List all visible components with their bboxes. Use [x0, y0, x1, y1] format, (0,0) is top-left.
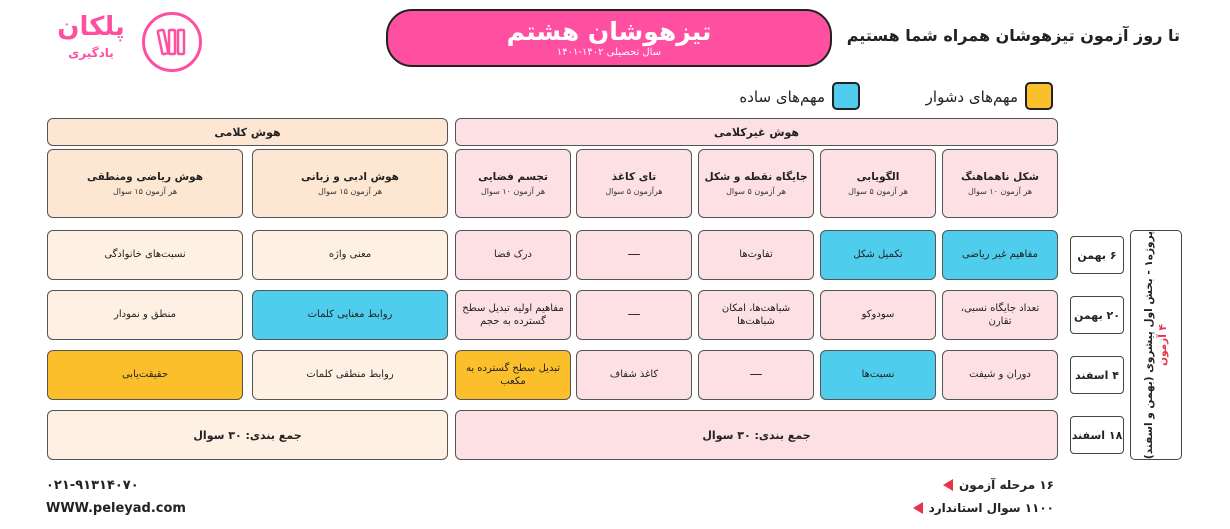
- grid-cell: روابط منطقی کلمات: [252, 350, 448, 400]
- grid-cell: نسبت‌ها: [820, 350, 936, 400]
- phone-number: ۰۲۱-۹۱۳۱۴۰۷۰: [46, 478, 139, 493]
- grid-cell: —: [576, 230, 692, 280]
- grid-cell: نسبت‌های خانوادگی: [47, 230, 243, 280]
- arrow-left-icon: [943, 479, 953, 491]
- grid-cell: درک فضا: [455, 230, 571, 280]
- category-header: تای کاغذ هرآزمون ۵ سوال: [576, 149, 692, 218]
- legend-easy-label: مهم‌های ساده: [739, 88, 825, 106]
- grid-cell: شباهت‌ها، امکان شباهت‌ها: [698, 290, 814, 340]
- grid-cell: —: [576, 290, 692, 340]
- questions-item: [913, 501, 1054, 515]
- category-header: جایگاه نقطه و شکل هر آزمون ۵ سوال: [698, 149, 814, 218]
- grid-cell: حقیقت‌یابی: [47, 350, 243, 400]
- side-count-label: ۴ آزمون: [1157, 324, 1169, 366]
- section-nonverbal: هوش غیرکلامی: [455, 118, 1058, 146]
- category-header: الگویابی هر آزمون ۵ سوال: [820, 149, 936, 218]
- questions-label: ۱۱۰۰ سوال استاندارد: [928, 501, 1054, 515]
- grid-cell: دوران و شیفت: [942, 350, 1058, 400]
- legend-hard-label: مهم‌های دشوار: [925, 88, 1018, 106]
- legend-easy-swatch: [832, 82, 860, 110]
- page-title: تیزهوشان هشتم: [506, 16, 712, 46]
- grid-cell: تفاوت‌ها: [698, 230, 814, 280]
- website-link[interactable]: WWW.peleyad.com: [46, 501, 186, 516]
- stages-item: [943, 478, 1054, 492]
- logo-name: پلکان: [57, 12, 125, 42]
- grid-cell: تعداد جایگاه نسبی، تقارن: [942, 290, 1058, 340]
- date-tag: ۶ بهمن: [1070, 236, 1124, 274]
- grid-cell: منطق و نمودار: [47, 290, 243, 340]
- total-nonverbal: جمع بندی: ۳۰ سوال: [455, 410, 1058, 460]
- grid-cell: روابط معنایی کلمات: [252, 290, 448, 340]
- grid-cell: تکمیل شکل: [820, 230, 936, 280]
- category-header: شکل ناهماهنگ هر آزمون ۱۰ سوال: [942, 149, 1058, 218]
- arrow-left-icon: [913, 502, 923, 514]
- category-header: هوش ادبی و زبانی هر آزمون ۱۵ سوال: [252, 149, 448, 218]
- stages-label: ۱۶ مرحله آزمون: [959, 478, 1054, 492]
- grid-cell: معنی واژه: [252, 230, 448, 280]
- date-tag: ۱۸ اسفند: [1070, 416, 1124, 454]
- logo-icon: [142, 12, 202, 72]
- grid-cell: سودوکو: [820, 290, 936, 340]
- grid-cell: تبدیل سطح گسترده به مکعب: [455, 350, 571, 400]
- logo-subtitle: یادگیری: [68, 46, 114, 60]
- books-icon: [152, 22, 192, 62]
- category-header: تجسم فضایی هر آزمون ۱۰ سوال: [455, 149, 571, 218]
- category-header: هوش ریاضی ومنطقی هر آزمون ۱۵ سوال: [47, 149, 243, 218]
- side-main-label: پروژه۱ - بخش اول پیشروی (بهمن و اسفند): [1143, 230, 1155, 460]
- date-tag: ۴ اسفند: [1070, 356, 1124, 394]
- section-verbal: هوش کلامی: [47, 118, 448, 146]
- total-verbal: جمع بندی: ۳۰ سوال: [47, 410, 448, 460]
- title-banner: [386, 9, 832, 67]
- grid-cell: کاغذ شفاف: [576, 350, 692, 400]
- grid-cell: —: [698, 350, 814, 400]
- slogan: تا روز آزمون تیزهوشان همراه شما هستیم: [846, 26, 1180, 45]
- side-label: [1130, 230, 1182, 460]
- grid-cell: مفاهیم اولیه تبدیل سطح گسترده به حجم: [455, 290, 571, 340]
- grid-cell: مفاهیم غیر ریاضی: [942, 230, 1058, 280]
- school-year: سال تحصیلی ۱۴۰۲-۱۴۰۱: [556, 47, 662, 59]
- legend-hard-swatch: [1025, 82, 1053, 110]
- date-tag: ۲۰ بهمن: [1070, 296, 1124, 334]
